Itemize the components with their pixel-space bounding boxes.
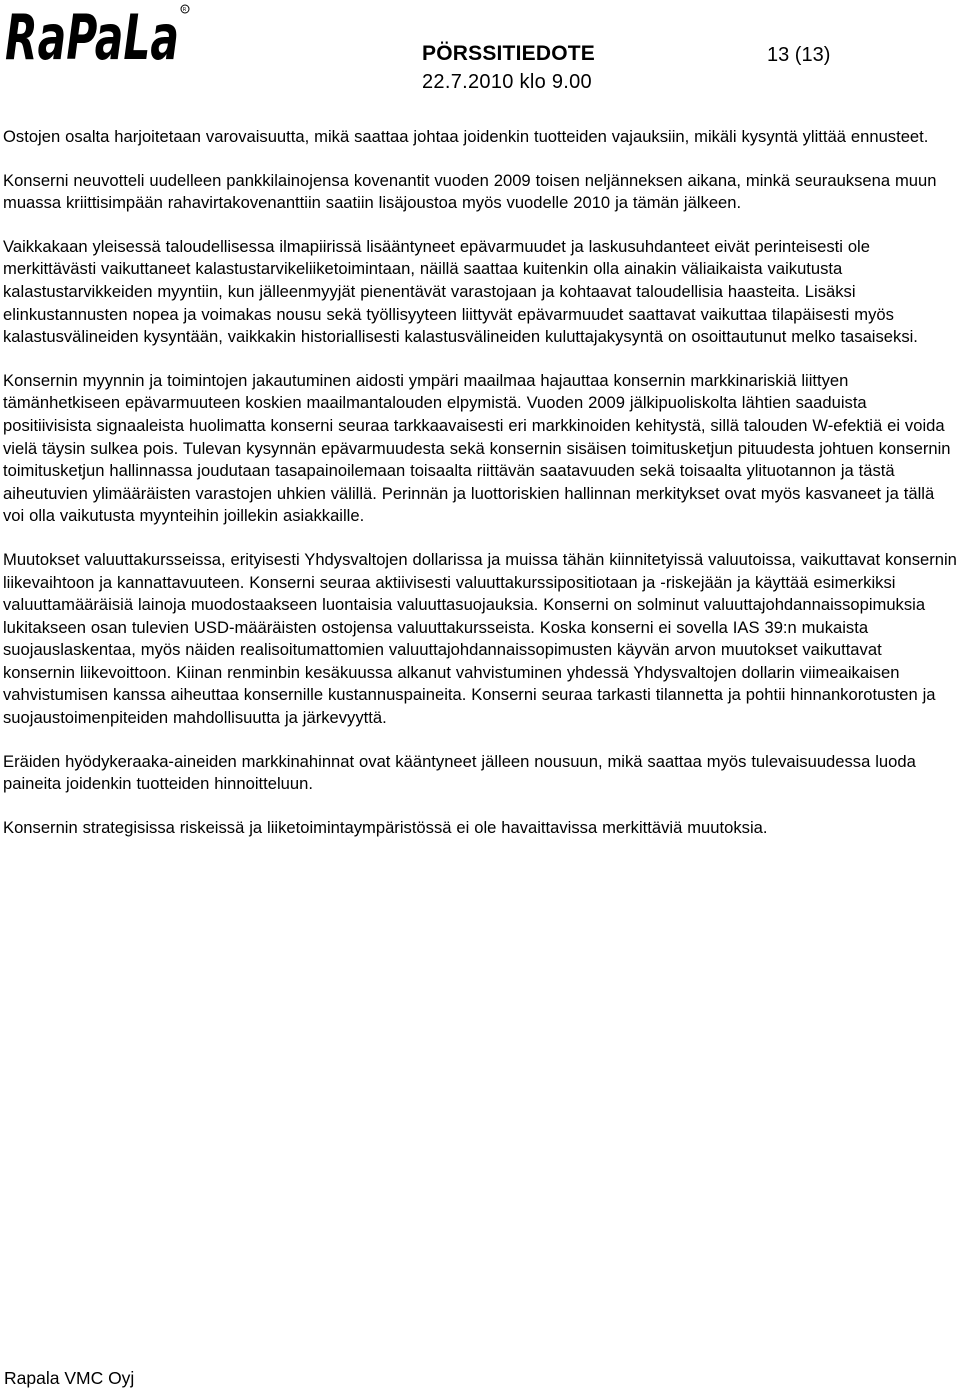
paragraph-currency-risk: Muutokset valuuttakursseissa, erityisesti Yhdysvaltojen dollarissa ja muissa tähän kiinnitetyissä valuutoissa, vaikuttavat konsernin liikevaihtoon ja kannattavuuteen. Konserni seuraa aktiivisesti valuuttakurssipositiotaan ja -riskejään ja käyttää esimerkiksi valuuttamääräisiä lainoja muodostaakseen luontaisia valuuttasuojauksia. Konserni on solminut valuuttajohdannaissopimuksia lukitakseen osan tulevien USD-määräisten ostojensa valuuttakursseista. Koska konserni ei sovella IAS 39:n mukaista suojauslaskentaa, myös näiden realisoitumattomien valuuttajohdannaissopimusten käyvän arvon muutokset vaikuttavat konsernin liikevoittoon. Kiinan renminbin kesäkuussa alkanut vahvistuminen yhdessä Yhdysvaltojen dollarin viimeaikaisen vahvistumisen kanssa aiheuttaa konsernille kustannuspaineita. Konserni seuraa tarkasti tilannetta ja pohtii hinnankorotusten ja suojaustoimenpiteiden mahdollisuutta ja järkevyyttä. xyxy=(3,549,957,728)
rapala-logo xyxy=(4,2,190,66)
paragraph-market-risk: Konsernin myynnin ja toimintojen jakautuminen aidosti ympäri maailmaa hajauttaa konsernin markkinariskiä liittyen tämänhetkiseen epävarmuuteen koskien maailmantalouden elpymistä. Vuoden 2009 jälkipuoliskolta lähtien saaduista positiivisista signaaleista huolimatta konserni seuraa tarkkaavaisesti eri markkinoiden kehitystä, sillä talouden W-efektiä ei voida vielä täysin sulkea pois. Tulevan kysynnän epävarmuudesta sekä konsernin sisäisen toimitusketjun pituudesta johtuen konsernin toimitusketjun hallinnassa joudutaan tasapainoilemaan toisaalta riittävän saatavuuden sekä toisaalta ylituotannon ja tästä aiheutuvien ylimääräisten varastojen uhkien välillä. Perinnän ja luottoriskien hallinnan merkitykset ovat myös kasvaneet ja tällä voi olla vaikutusta myynteihin joillekin asiakkaille. xyxy=(3,370,951,526)
rapala-logo-mark xyxy=(4,2,190,66)
rapala-logo-wordmark: RaPaLa xyxy=(5,2,179,66)
paragraph-covenants: Konserni neuvotteli uudelleen pankkilainojensa kovenantit vuoden 2009 toisen neljänneksen aikana, minkä seurauksena muun muassa kriittisimpään rahavirtakovenanttiin saatiin lisäjoustoa myös vuodelle 2010 ja tämän jälkeen. xyxy=(3,170,937,213)
paragraph-economic-uncertainty: Vaikkakaan yleisessä taloudellisessa ilmapiirissä lisääntyneet epävarmuudet ja laskusuhdanteet eivät perinteisesti ole merkittävästi vaikuttaneet kalastustarvikeliiketoimintaan, näillä saattaa kuitenkin olla ainakin väliaikaista vaikutusta kalastustarvikkeiden myyntiin, kun jälleenmyyjät pienentävät varastojaan ja kohtaavat taloudellisia haasteita. Lisäksi elinkustannusten nopea ja voimakas nousu sekä työllisyyteen liittyvät epävarmuudet saattavat vaikuttaa tilapäisesti myös kalastusvälineiden kysyntään, vaikkakin historiallisesti kalastusvälineiden kuluttajakysyntä on osoittautunut melko tasaiseksi. xyxy=(3,236,918,347)
release-date: 22.7.2010 klo 9.00 xyxy=(422,71,592,93)
svg-text:R: R xyxy=(182,7,187,13)
document-body xyxy=(3,126,957,860)
paragraph-purchasing-caution: Ostojen osalta harjoitetaan varovaisuutta, mikä saattaa johtaa joidenkin tuotteiden vajauksiin, mikäli kysyntä ylittää ennusteet. xyxy=(3,127,929,146)
page-number: 13 (13) xyxy=(767,44,831,66)
document-type-title: PÖRSSITIEDOTE xyxy=(422,42,595,65)
paragraph-commodity-prices: Eräiden hyödykeraaka-aineiden markkinahinnat ovat kääntyneet jälleen nousuun, mikä saattaa myös tulevaisuudessa luoda paineita joidenkin tuotteiden hinnoitteluun. xyxy=(3,751,916,794)
footer-company-name: Rapala VMC Oyj xyxy=(4,1368,135,1388)
paragraph-strategic-risks: Konsernin strategisissa riskeissä ja liiketoimintaympäristössä ei ole havaittavissa merkittäviä muutoksia. xyxy=(3,817,768,837)
